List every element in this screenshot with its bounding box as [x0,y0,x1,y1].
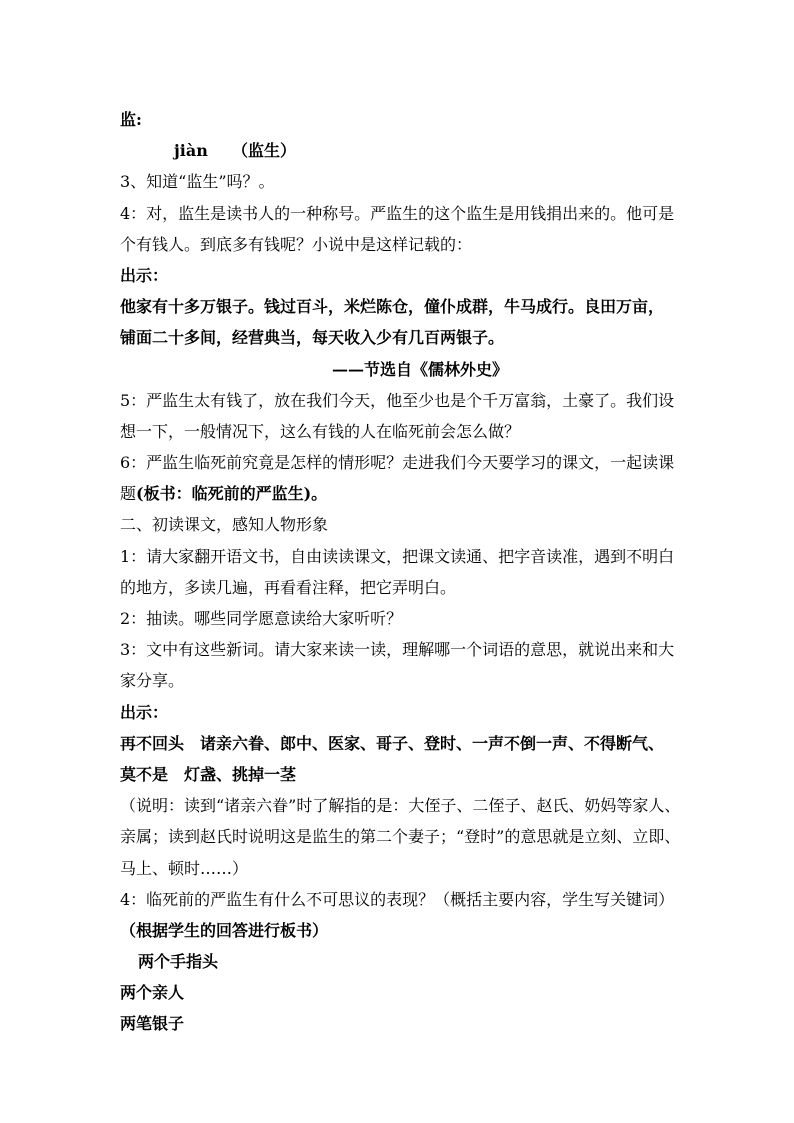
paragraph-line: 家分享。 [120,671,185,691]
quote-line: 铺面二十多间，经营典当，每天收入少有几百两银子。 [120,328,505,348]
vocab-line [120,759,680,790]
paragraph-line: 5：严监生太有钱了，放在我们今天，他至少也是个千万富翁，土豪了。我们设 [120,390,675,410]
paragraph-line: 3、知道“监生”吗？。 [120,172,275,192]
paragraph-line: 6：严监生临死前究竟是怎样的情形呢？走进我们今天要学习的课文，一起读课 [120,453,675,473]
char-heading: 监: [120,110,142,129]
show-label: 出示： [120,265,169,285]
quote-source: ——节选自《儒林外史》 [331,359,508,379]
paragraph-line: 4：对，监生是读书人的一种称号。严监生的这个监生是用钱捐出来的。他可是 [120,203,675,223]
document-page [120,104,680,1040]
note-line: 马上、顿时……） [120,858,249,878]
pinyin-word: （监生） [232,141,297,161]
quote-line: 他家有十多万银子。钱过百斗，米烂陈仓，僮仆成群，牛马成行。良田万亩， [120,297,665,317]
board-keyword: 两个手指头 [138,952,219,972]
section-heading: 二、初读课文，感知人物形象 [120,515,329,535]
paragraph-line: 的地方，多读几遍，再看看注释，把它弄明白。 [120,577,457,597]
paragraph-line: 2：抽读。哪些同学愿意读给大家听听？ [120,609,403,628]
note-line: （说明：读到“诸亲六眷”时了解指的是：大侄子、二侄子、赵氏、奶妈等家人、 [120,796,681,816]
vocab-list: 灯盏、挑掉一茎 [184,764,297,784]
note-line: 亲属；读到赵氏时说明这是监生的第二个妻子；“登时”的意思就是立刻、立即、 [120,827,681,847]
paragraph-line [120,478,680,509]
pinyin-text: jiàn [174,141,208,161]
vocab-list: 诸亲六眷、郎中、医家、哥子、登时、一声不倒一声、不得断气、 [200,733,665,753]
show-label: 出示： [120,702,169,722]
vocab-line [120,728,680,759]
board-keyword: 两个亲人 [120,983,185,1003]
paragraph-line: 1：请大家翻开语文书，自由读读课文，把课文读通、把字音读准，遇到不明白 [120,546,675,566]
paragraph-line: 想一下，一般情况下，这么有钱的人在临死前会怎么做？ [120,421,521,441]
vocab-item: 莫不是 [120,764,169,784]
paragraph-text: 题 [120,484,137,504]
board-title: (板书：临死前的严监生)。 [136,484,328,504]
paragraph-line: 4：临死前的严监生有什么不可思议的表现？（概括主要内容，学生写关键词） [120,889,675,909]
paragraph-line: 个有钱人。到底多有钱呢？小说中是这样记载的： [120,234,473,254]
board-keyword: 两笔银子 [120,1014,185,1034]
paragraph-line: 3：文中有这些新词。请大家来读一读，理解哪一个词语的意思，就说出来和大 [120,640,675,660]
board-note: （根据学生的回答进行板书） [120,920,329,940]
vocab-item: 再不回头 [120,733,185,753]
pinyin-row [120,135,680,166]
